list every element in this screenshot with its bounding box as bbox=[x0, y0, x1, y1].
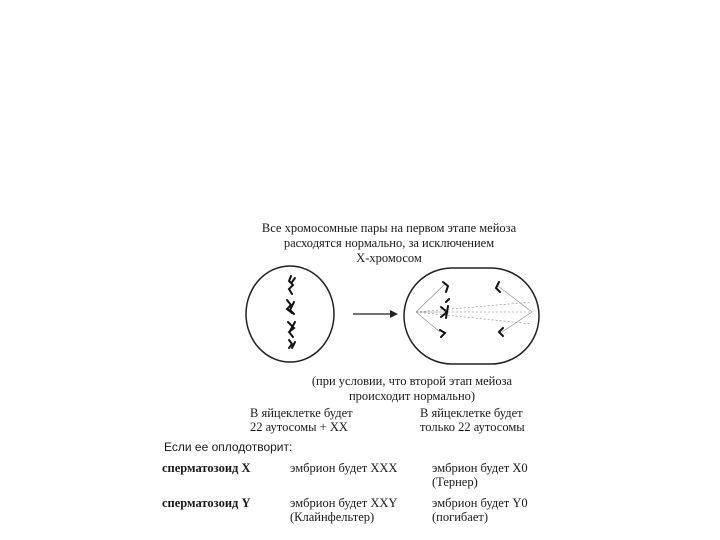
outcome-line-1: эмбрион будет X0 bbox=[432, 461, 528, 475]
meiosis-diagram bbox=[240, 262, 560, 370]
outcome-line-2: (Клайнфельтер) bbox=[290, 510, 375, 524]
outcome-x0 bbox=[432, 461, 528, 489]
outcome-y0 bbox=[432, 496, 528, 524]
note-line-2: происходит нормально) bbox=[348, 389, 476, 403]
note-line-1: (при условии, что второй этап мейоза bbox=[311, 374, 513, 388]
title-line-1: Все хромосомные пары на первом этапе мейоза bbox=[261, 221, 517, 235]
meiosis-note bbox=[262, 374, 562, 404]
title-line-3: Х-хромосом bbox=[356, 251, 422, 265]
outcome-xxx bbox=[290, 461, 397, 475]
egg-result-line-2: только 22 аутосомы bbox=[420, 420, 525, 434]
outcome-line-1: эмбрион будет XXX bbox=[290, 461, 398, 475]
fertilization-label: Если ее оплодотворит: bbox=[164, 440, 293, 454]
sperm-x-label: сперматозоид X bbox=[162, 461, 251, 475]
outcome-line-2: (погибает) bbox=[432, 510, 488, 524]
outcome-line-1: эмбрион будет Y0 bbox=[432, 496, 528, 510]
title-line-2: расходятся нормально, за исключением bbox=[283, 236, 495, 250]
chromosomes-anaphase bbox=[440, 282, 503, 337]
spindle-fibers bbox=[416, 284, 532, 332]
outcome-line-1: эмбрион будет XXY bbox=[290, 496, 398, 510]
egg-result-line-2: 22 аутосомы + XX bbox=[250, 420, 348, 434]
diagram-title bbox=[226, 221, 552, 266]
sperm-y-label: сперматозоид Y bbox=[162, 496, 251, 510]
egg-result-none bbox=[420, 406, 525, 434]
egg-result-line-1: В яйцеклетке будет bbox=[420, 406, 523, 420]
arrow bbox=[353, 310, 398, 318]
chromosomes-metaphase-plate bbox=[287, 276, 295, 348]
egg-result-line-1: В яйцеклетке будет bbox=[250, 406, 353, 420]
egg-result-xx bbox=[250, 406, 353, 434]
cell-anaphase bbox=[404, 268, 539, 364]
outcome-xxy bbox=[290, 496, 397, 524]
outcome-line-2: (Тернер) bbox=[432, 475, 478, 489]
